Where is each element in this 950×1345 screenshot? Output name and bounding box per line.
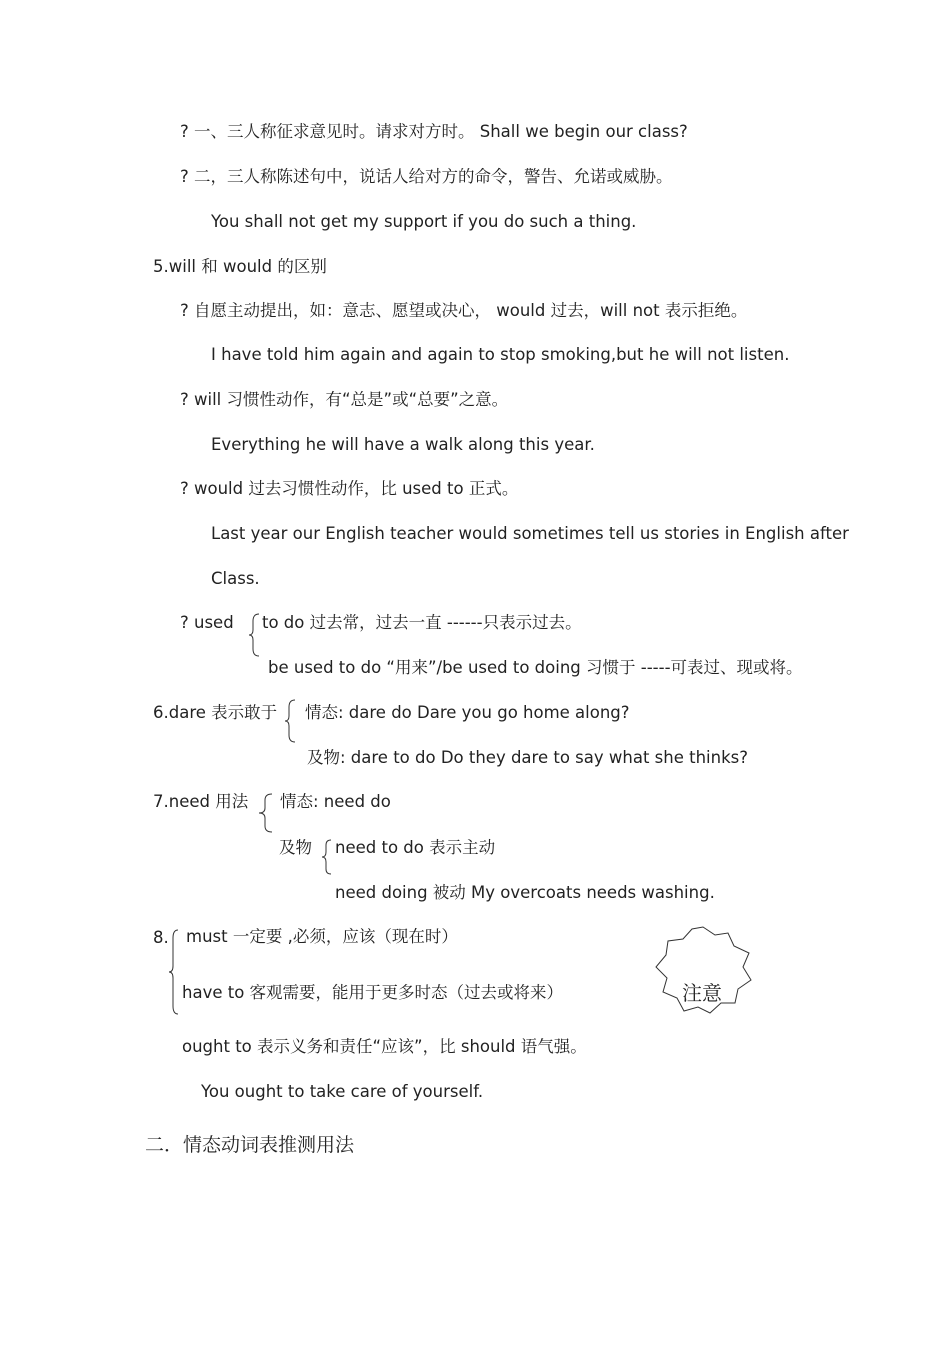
- section-5-title: 5.will 和 would 的区别: [153, 257, 327, 276]
- text-line-12-label: ? used: [180, 613, 234, 632]
- text-line-11: Class.: [211, 569, 260, 588]
- brace-must: [168, 928, 180, 1016]
- brace-need-transitive: [321, 838, 333, 876]
- brace-used: [248, 612, 262, 658]
- text-line-8: Everything he will have a walk along this year.: [211, 435, 595, 454]
- text-line-21: ought to 表示义务和责任“应该”，比 should 语气强。: [182, 1037, 587, 1056]
- text-line-2: ? 二，三人称陈述句中，说话人给对方的命令，警告、允诺或威胁。: [180, 167, 673, 186]
- text-line-18: need doing 被动 My overcoats needs washing.: [335, 883, 715, 902]
- text-line-6: I have told him again and again to stop smoking,but he will not listen.: [211, 345, 790, 364]
- section-7-title: 7.need 用法: [153, 792, 249, 811]
- brace-need: [258, 792, 274, 834]
- text-line-1: ? 一、三人称征求意见时。请求对方时。 Shall we begin our class?: [180, 122, 688, 141]
- text-line-22: You ought to take care of yourself.: [201, 1082, 484, 1101]
- brace-dare: [284, 698, 298, 744]
- text-line-5: ? 自愿主动提出，如：意志、愿望或决心， would 过去，will not 表示拒绝。: [180, 301, 748, 320]
- text-line-19: must 一定要 ,必须，应该（现在时）: [186, 927, 458, 946]
- text-line-9: ? would 过去习惯性动作，比 used to 正式。: [180, 479, 519, 498]
- text-line-17-label: 及物: [279, 838, 312, 857]
- section-heading-2: 二．情态动词表推测用法: [145, 1134, 355, 1156]
- text-line-3: You shall not get my support if you do such a thing.: [211, 212, 637, 231]
- text-line-12-content: to do 过去常，过去一直 ------只表示过去。: [262, 613, 582, 632]
- text-line-15: 及物: dare to do Do they dare to say what she thinks?: [307, 748, 748, 767]
- attention-badge-label: 注意: [682, 981, 722, 1005]
- text-line-13: be used to do “用来”/be used to doing 习惯于 -----可表过、现或将。: [268, 658, 803, 677]
- text-line-14: 情态: dare do Dare you go home along?: [305, 703, 630, 722]
- text-line-16: 情态: need do: [280, 792, 391, 811]
- text-line-7: ? will 习惯性动作，有“总是”或“总要”之意。: [180, 390, 509, 409]
- text-line-10: Last year our English teacher would sometimes tell us stories in English after: [211, 524, 849, 543]
- section-6-title: 6.dare 表示敢于: [153, 703, 278, 722]
- text-line-20: have to 客观需要，能用于更多时态（过去或将来）: [182, 983, 564, 1002]
- section-8-title: 8.: [153, 928, 169, 947]
- text-line-17-content: need to do 表示主动: [335, 838, 496, 857]
